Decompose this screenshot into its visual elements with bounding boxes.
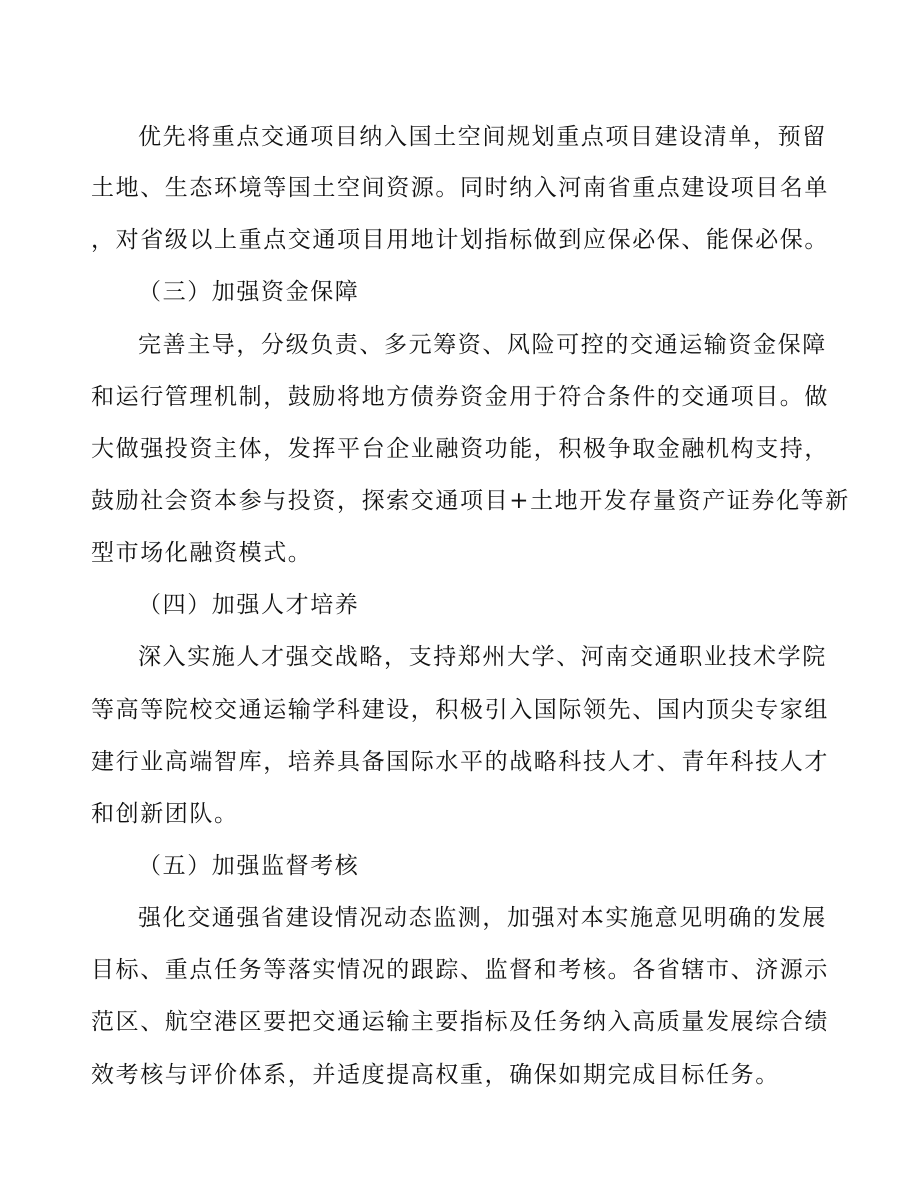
- paragraph-line: 深入实施人才强交战略，支持郑州大学、河南交通职业技术学院: [138, 644, 827, 670]
- paragraph-line: 强化交通强省建设情况动态监测，加强对本实施意见明确的发展: [138, 905, 827, 931]
- paragraph-line: 土地、生态环境等国土空间资源。同时纳入河南省重点建设项目名单: [91, 175, 829, 201]
- paragraph-line: 建行业高端智库，培养具备国际水平的战略科技人才、青年科技人才: [91, 749, 829, 775]
- section-heading: （四）加强人才培养: [138, 592, 360, 618]
- paragraph-line: 鼓励社会资本参与投资，探索交通项目+土地开发存量资产证券化等新: [91, 488, 850, 514]
- paragraph-line: 优先将重点交通项目纳入国土空间规划重点项目建设清单，预留: [138, 124, 827, 150]
- section-heading: （三）加强资金保障: [138, 279, 360, 305]
- paragraph-line: 型市场化融资模式。: [91, 540, 313, 566]
- paragraph-line: 大做强投资主体，发挥平台企业融资功能，积极争取金融机构支持，: [91, 436, 829, 462]
- section-heading: （五）加强监督考核: [138, 853, 360, 879]
- paragraph-line: 完善主导，分级负责、多元筹资、风险可控的交通运输资金保障: [138, 332, 827, 358]
- paragraph-line: 等高等院校交通运输学科建设，积极引入国际领先、国内顶尖专家组: [91, 697, 829, 723]
- paragraph-line: 和运行管理机制，鼓励将地方债券资金用于符合条件的交通项目。做: [91, 384, 829, 410]
- paragraph-line: 目标、重点任务等落实情况的跟踪、监督和考核。各省辖市、济源示: [91, 957, 829, 983]
- paragraph-line: 效考核与评价体系，并适度提高权重，确保如期完成目标任务。: [91, 1062, 780, 1088]
- paragraph-line: ，对省级以上重点交通项目用地计划指标做到应保必保、能保必保。: [91, 227, 829, 253]
- paragraph-line: 范区、航空港区要把交通运输主要指标及任务纳入高质量发展综合绩: [91, 1009, 829, 1035]
- paragraph-line: 和创新团队。: [91, 801, 239, 827]
